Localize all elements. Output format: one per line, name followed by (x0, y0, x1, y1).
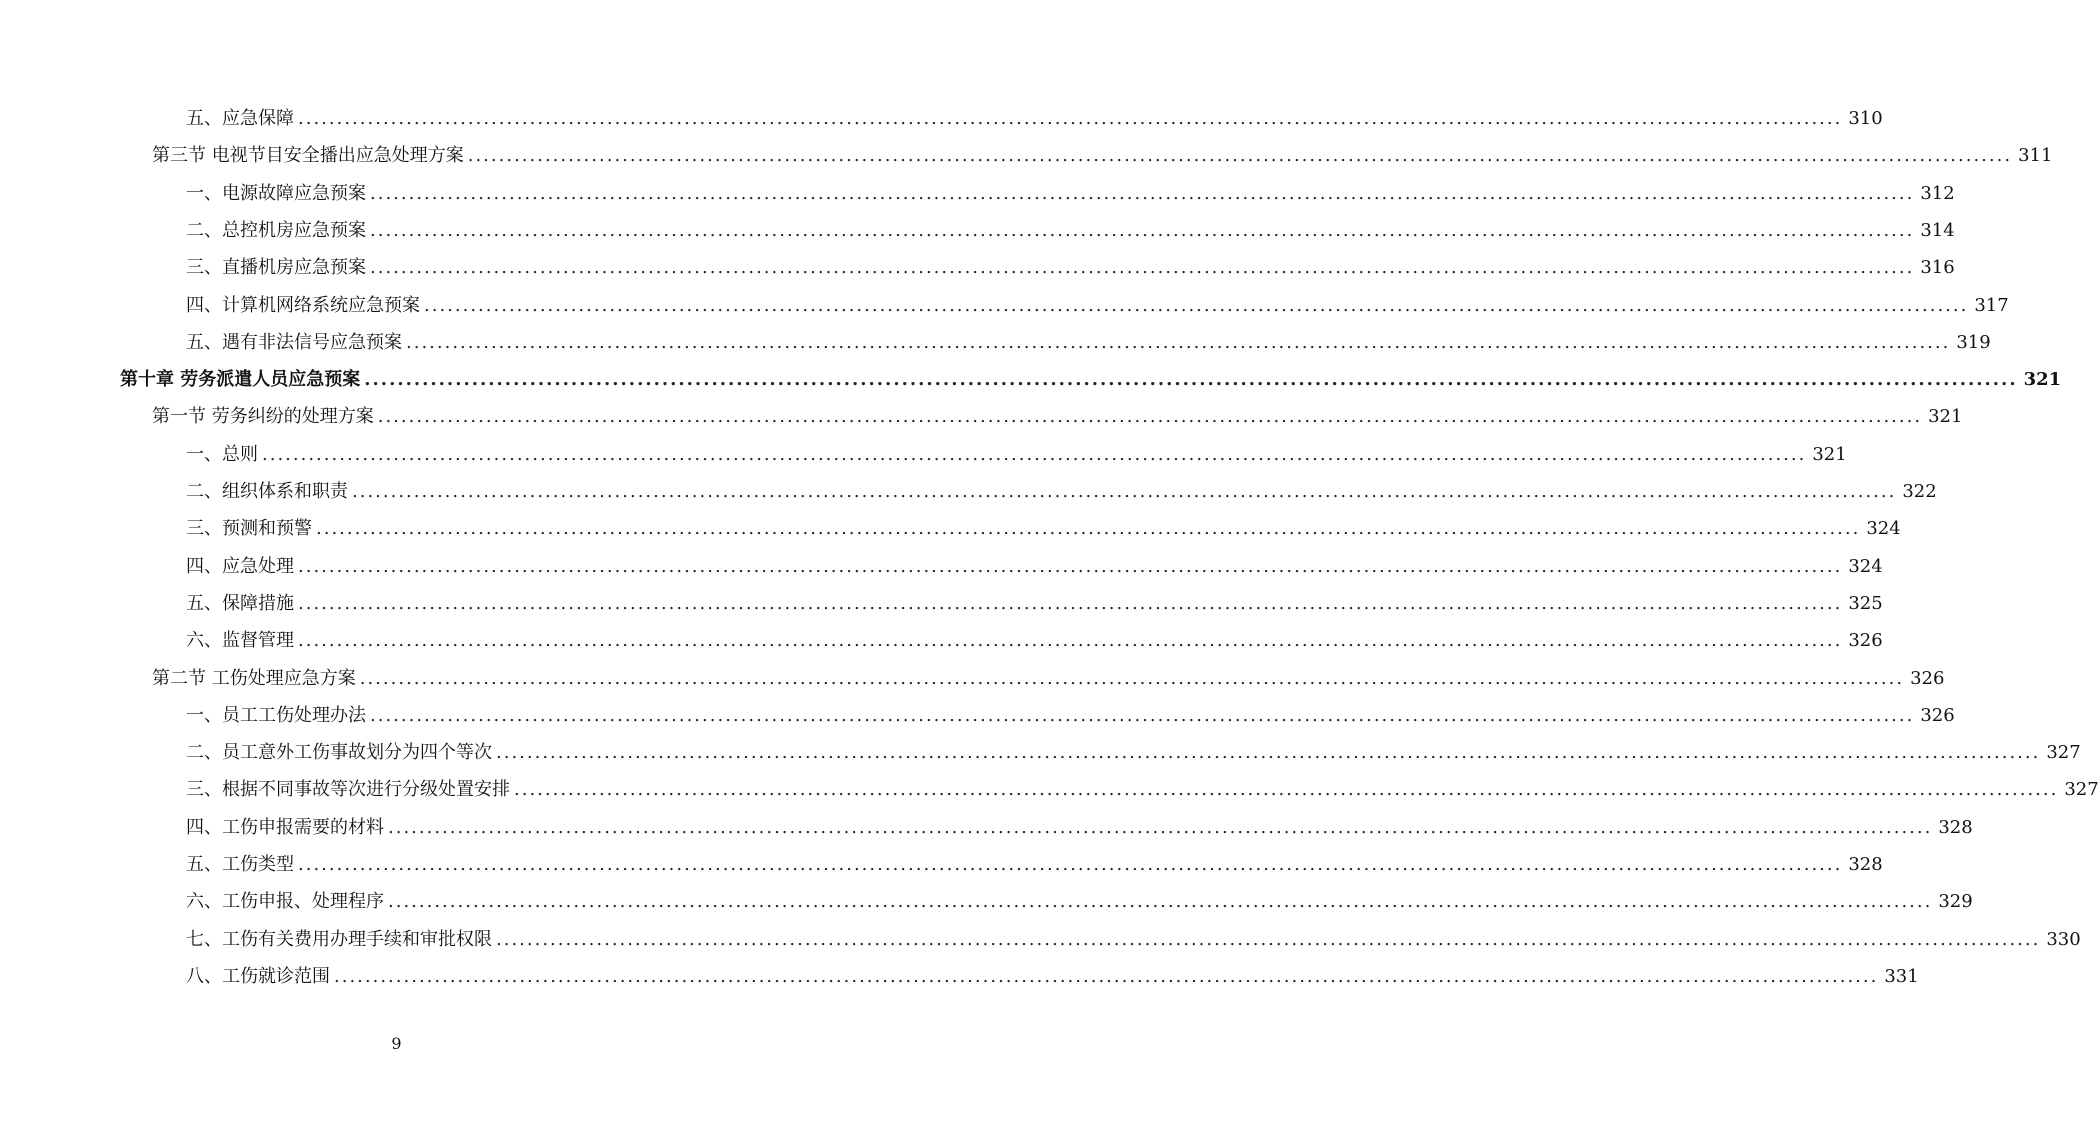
toc-leader-dots: ........................................................................................................................................................................................................ (370, 257, 1915, 279)
toc-leader-dots: ........................................................................................................................................................................................................ (406, 331, 1951, 353)
toc-entry-page: 328 (1938, 816, 1973, 838)
toc-leader-dots: ........................................................................................................................................................................................................ (334, 965, 1879, 987)
page-number: 9 (391, 1034, 402, 1053)
toc-entry[interactable] (186, 778, 2099, 802)
toc-leader-dots: ........................................................................................................................................................................................................ (424, 294, 1969, 316)
toc-leader-dots: ........................................................................................................................................................................................................ (370, 182, 1915, 204)
toc-entry-page: 324 (1866, 518, 1901, 540)
toc-leader-dots: ........................................................................................................................................................................................................ (298, 108, 1843, 129)
toc-leader-dots: ........................................................................................................................................................................................................ (352, 481, 1897, 502)
toc-entry-page: 326 (1910, 667, 1945, 689)
toc-leader-dots: ........................................................................................................................................................................................................ (359, 667, 1905, 689)
toc-entry-title: 八、工伤就诊范围 (186, 965, 330, 987)
toc-entry[interactable] (186, 704, 1955, 728)
toc-leader-dots: ........................................................................................................................................................................................................ (262, 443, 1807, 465)
toc-entry-page: 329 (1938, 891, 1973, 913)
toc-leader-dots: ........................................................................................................................................................................................................ (370, 704, 1915, 726)
toc-entry-page: 311 (2018, 145, 2053, 167)
toc-entry-title: 四、应急处理 (186, 555, 294, 577)
toc-entry-title: 三、预测和预警 (186, 518, 312, 540)
toc-entry-title: 三、根据不同事故等次进行分级处置安排 (186, 779, 510, 801)
toc-leader-dots: ........................................................................................................................................................................................................ (467, 145, 2013, 167)
toc-leader-dots: ........................................................................................................................................................................................................ (316, 518, 1861, 540)
toc-entry-page: 330 (2046, 928, 2081, 950)
toc-leader-dots: ........................................................................................................................................................................................................ (298, 555, 1843, 577)
toc-entry[interactable] (186, 592, 1883, 616)
toc-entry[interactable] (186, 182, 1955, 206)
toc-entry-title: 第二节 工伤处理应急方案 (152, 667, 356, 689)
toc-entry-title: 七、工伤有关费用办理手续和审批权限 (186, 928, 492, 950)
toc-entry-title: 五、保障措施 (186, 592, 294, 614)
toc-entry-title: 四、计算机网络系统应急预案 (186, 294, 420, 316)
toc-entry-title: 二、员工意外工伤事故划分为四个等次 (186, 742, 492, 764)
toc-entry-title: 三、直播机房应急预案 (186, 257, 366, 279)
toc-entry-title: 五、应急保障 (186, 108, 294, 129)
toc-entry-page: 314 (1920, 219, 1955, 241)
toc-entry[interactable] (186, 890, 1973, 914)
toc-entry[interactable] (186, 629, 1883, 653)
toc-entry-page: 324 (1848, 555, 1883, 577)
toc-entry-title: 一、员工工伤处理办法 (186, 704, 366, 726)
toc-entry[interactable] (152, 144, 2053, 168)
toc-entry-title: 五、工伤类型 (186, 854, 294, 875)
toc-entry-page: 327 (2046, 742, 2081, 764)
toc-entry[interactable] (186, 256, 1955, 280)
toc-entry[interactable] (186, 928, 2081, 952)
toc-entry-page: 327 (2064, 779, 2099, 801)
toc-entry[interactable] (186, 965, 1919, 989)
toc-entry[interactable] (186, 853, 1883, 877)
toc-entry-page: 316 (1920, 257, 1955, 279)
toc-entry-page: 321 (1812, 443, 1847, 465)
toc-entry[interactable] (152, 405, 1963, 429)
toc-entry-title: 一、总则 (186, 443, 258, 465)
toc-leader-dots: ........................................................................................................................................................................................................ (496, 928, 2041, 950)
toc-leader-dots: ........................................................................................................................................................................................................ (298, 630, 1843, 652)
toc-leader-dots: ........................................................................................................................................................................................................ (298, 592, 1843, 614)
toc-entry-page: 312 (1920, 182, 1955, 204)
toc-entry[interactable] (186, 107, 1883, 131)
toc-entry[interactable] (186, 331, 1991, 355)
toc-leader-dots: ........................................................................................................................................................................................................ (388, 891, 1933, 913)
toc-entry-title: 二、总控机房应急预案 (186, 219, 366, 241)
toc-entry[interactable] (186, 741, 2081, 765)
toc-entry-title: 四、工伤申报需要的材料 (186, 816, 384, 838)
toc-leader-dots: ........................................................................................................................................................................................................ (370, 219, 1915, 241)
toc-leader-dots: ........................................................................................................................................................................................................ (377, 406, 1923, 428)
toc-entry-title: 第三节 电视节目安全播出应急处理方案 (152, 145, 464, 167)
toc-leader-dots: ........................................................................................................................................................................................................ (298, 854, 1843, 875)
toc-entry[interactable] (186, 517, 1901, 541)
toc-entry-page: 325 (1848, 592, 1883, 614)
toc-entry-page: 326 (1920, 704, 1955, 726)
toc-entry-page: 317 (1974, 294, 2009, 316)
toc-entry[interactable] (186, 443, 1847, 467)
toc-entry-title: 五、遇有非法信号应急预案 (186, 331, 402, 353)
toc-entry[interactable] (186, 480, 1937, 504)
toc-entry-title: 一、电源故障应急预案 (186, 182, 366, 204)
toc-entry-title: 第一节 劳务纠纷的处理方案 (152, 406, 374, 428)
toc-entry-page: 321 (1928, 406, 1963, 428)
toc-leader-dots: ........................................................................................................................................................................................................ (364, 369, 2018, 391)
toc-entry-title: 六、监督管理 (186, 630, 294, 652)
toc-entry-page: 321 (2023, 369, 2062, 391)
toc-chapter-entry[interactable] (120, 368, 2062, 392)
toc-entry-title: 六、工伤申报、处理程序 (186, 891, 384, 913)
toc-entry-page: 319 (1956, 331, 1991, 353)
toc-entry-title: 第十章 劳务派遣人员应急预案 (120, 369, 361, 391)
toc-entry[interactable] (186, 294, 2009, 318)
toc-entry[interactable] (186, 555, 1883, 579)
toc-leader-dots: ........................................................................................................................................................................................................ (388, 816, 1933, 838)
toc-entry-title: 二、组织体系和职责 (186, 481, 348, 502)
toc-leader-dots: ........................................................................................................................................................................................................ (514, 779, 2059, 801)
toc-leader-dots: ........................................................................................................................................................................................................ (496, 742, 2041, 764)
toc-entry-page: 326 (1848, 630, 1883, 652)
toc-entry[interactable] (152, 667, 1945, 691)
toc-entry-page: 331 (1884, 965, 1919, 987)
toc-entry[interactable] (186, 219, 1955, 243)
toc-entry-page: 328 (1848, 854, 1883, 875)
toc-entry-page: 322 (1902, 481, 1937, 502)
toc-entry[interactable] (186, 816, 1973, 840)
toc-entry-page: 310 (1848, 108, 1883, 129)
